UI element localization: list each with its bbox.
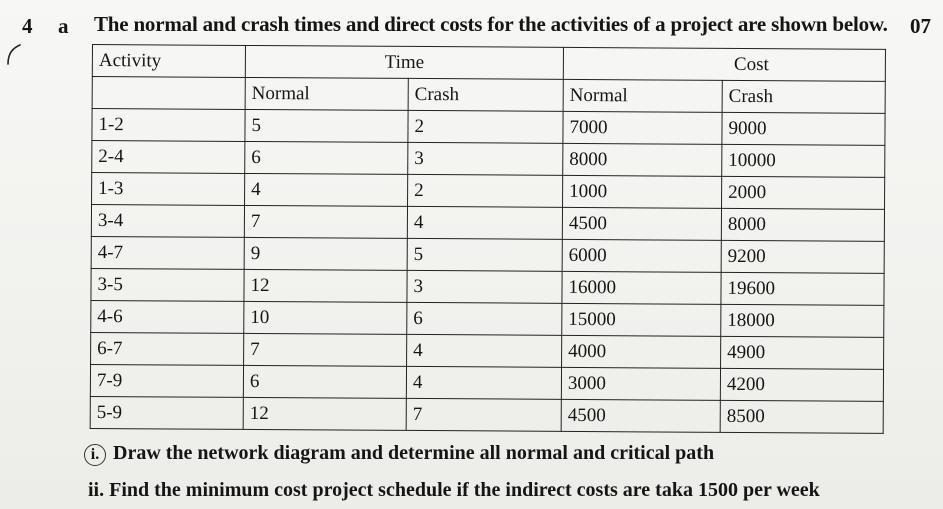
cell-activity: 6-7 [91, 332, 244, 365]
table-header-row-top [92, 45, 885, 82]
cell-time-crash: 2 [408, 174, 563, 207]
subquestion-1-marker: i. [84, 444, 106, 466]
cell-cost-crash: 9200 [721, 240, 884, 273]
subquestion-2-marker: ii. [88, 479, 105, 501]
table-row [91, 236, 884, 273]
header-cost: Cost [563, 47, 885, 81]
cell-activity: 1-3 [92, 173, 245, 206]
activity-table [90, 44, 886, 434]
cell-time-crash: 5 [407, 238, 562, 271]
cell-cost-crash: 18000 [721, 304, 884, 337]
question-part: a [58, 14, 69, 38]
cell-activity: 4-6 [91, 300, 244, 333]
cell-time-crash: 4 [406, 366, 561, 399]
header-time-crash: Crash [408, 78, 563, 111]
table-row [91, 300, 884, 337]
subquestion-1-text: Draw the network diagram and determine all normal and critical path [113, 442, 715, 464]
cell-cost-normal: 4500 [562, 207, 721, 240]
table-row [90, 364, 883, 401]
cell-cost-crash: 2000 [722, 176, 885, 209]
table-row [92, 173, 885, 210]
cell-time-normal: 5 [245, 109, 408, 142]
header-cost-crash: Crash [722, 80, 885, 113]
cell-time-normal: 12 [243, 397, 406, 430]
cell-activity: 2-4 [92, 141, 245, 174]
cell-time-crash: 4 [407, 334, 562, 367]
question-intro: The normal and crash times and direct costs for the activities of a project are shown below. [94, 12, 888, 36]
cell-cost-normal: 1000 [563, 175, 722, 208]
cell-cost-normal: 4500 [561, 399, 720, 432]
cell-time-normal: 4 [245, 173, 408, 206]
cell-time-crash: 2 [408, 110, 563, 143]
cell-cost-crash: 4900 [721, 336, 884, 369]
table-header-row-sub [92, 77, 885, 114]
cell-time-normal: 9 [244, 237, 407, 270]
table-row [92, 141, 885, 178]
table-row [91, 268, 884, 305]
subquestion-1 [84, 442, 714, 466]
cell-cost-normal: 4000 [562, 335, 721, 368]
cell-time-normal: 7 [244, 333, 407, 366]
cell-cost-crash: 9000 [722, 112, 885, 145]
cell-time-crash: 3 [407, 270, 562, 303]
table-row [91, 205, 884, 242]
cell-cost-normal: 6000 [562, 239, 721, 272]
subquestion-2 [88, 479, 820, 502]
header-blank [92, 77, 245, 110]
cell-cost-crash: 8500 [720, 400, 883, 433]
cell-activity: 1-2 [92, 109, 245, 142]
header-time-normal: Normal [245, 77, 408, 110]
cell-cost-crash: 19600 [721, 272, 884, 305]
handwritten-tick-mark [4, 42, 26, 68]
cell-activity: 5-9 [90, 396, 243, 429]
table-row [91, 332, 884, 369]
cell-time-crash: 7 [406, 398, 561, 431]
cell-time-crash: 4 [407, 206, 562, 239]
cell-time-normal: 6 [245, 141, 408, 174]
cell-cost-crash: 4200 [720, 368, 883, 401]
cell-cost-normal: 7000 [563, 111, 722, 144]
header-cost-normal: Normal [563, 79, 722, 112]
cell-time-normal: 10 [244, 301, 407, 334]
cell-cost-normal: 15000 [562, 303, 721, 336]
cell-time-normal: 6 [243, 365, 406, 398]
cell-activity: 4-7 [91, 236, 244, 269]
cell-activity: 3-5 [91, 268, 244, 301]
cell-time-crash: 3 [408, 142, 563, 175]
table-row [92, 109, 885, 146]
table-row [90, 396, 883, 433]
cell-time-crash: 6 [407, 302, 562, 335]
question-marks: 07 [910, 14, 931, 38]
header-time: Time [245, 45, 563, 79]
cell-cost-crash: 10000 [722, 144, 885, 177]
cell-cost-normal: 8000 [563, 143, 722, 176]
cell-activity: 7-9 [90, 364, 243, 397]
cell-cost-normal: 16000 [562, 271, 721, 304]
cell-cost-crash: 8000 [721, 208, 884, 241]
cell-activity: 3-4 [91, 205, 244, 238]
cell-cost-normal: 3000 [561, 367, 720, 400]
cell-time-normal: 12 [244, 269, 407, 302]
question-number: 4 [22, 14, 33, 38]
subquestion-2-text: Find the minimum cost project schedule if the indirect costs are taka 1500 per week [109, 479, 820, 501]
header-activity: Activity [92, 45, 245, 78]
cell-time-normal: 7 [244, 205, 407, 238]
